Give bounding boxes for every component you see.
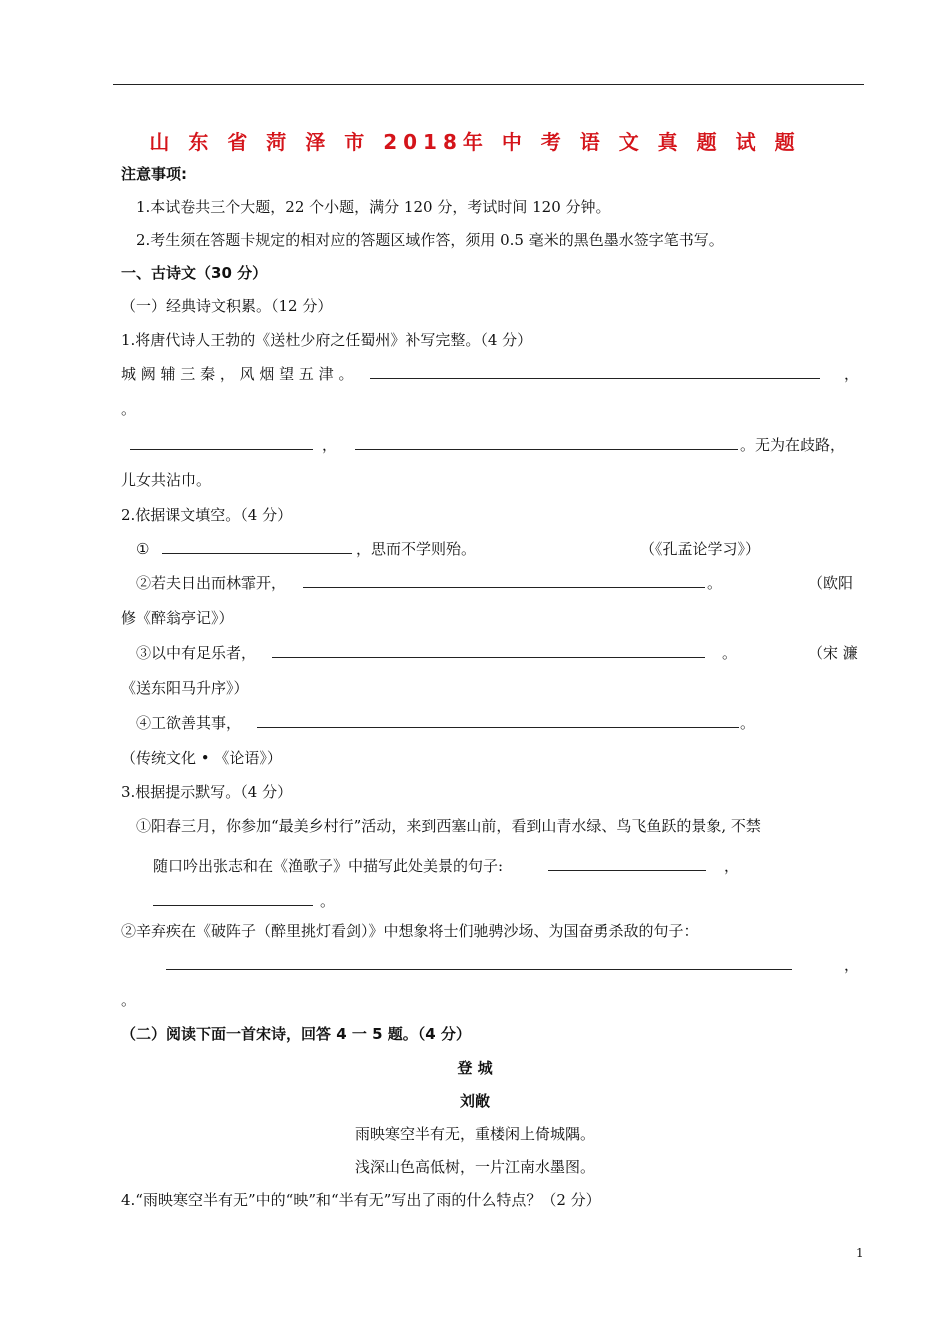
q1-line3: 儿女共沾巾。 <box>121 471 212 489</box>
q2-item3-source-wrap: 《送东阳马升序》） <box>121 679 249 697</box>
page-title: 山 东 省 菏 泽 市 2018年 中 考 语 文 真 题 试 题 <box>149 130 801 154</box>
q2-prompt: 2.依据课文填空。（4 分） <box>121 506 293 524</box>
q4-prompt: 4.“雨映寒空半有无”中的“映”和“半有无”写出了雨的什么特点？（2 分） <box>121 1191 601 1209</box>
notice-heading: 注意事项: <box>121 165 187 183</box>
poem-line-1: 雨映寒空半有无，重楼闲上倚城隅。 <box>354 1125 595 1143</box>
page-number: 1 <box>856 1246 864 1260</box>
q3-blank-1[interactable] <box>548 870 706 871</box>
q3-item2-wrap: 。 <box>121 991 137 1009</box>
q2-blank-2[interactable] <box>303 587 705 588</box>
q2-item1-num: ① <box>136 540 150 558</box>
subsection-1-heading: （一）经典诗文积累。（12 分） <box>121 297 333 315</box>
q1-line1-comma: ， <box>844 365 860 383</box>
q3-item1-end: 。 <box>320 892 336 910</box>
notice-item-2: 2.考生须在答题卡规定的相对应的答题区域作答，须用 0.5 毫米的黑色墨水签字笔书写。 <box>136 231 724 249</box>
q3-prompt: 3.根据提示默写。（4 分） <box>121 783 293 801</box>
section-1-heading: 一、古诗文（30 分） <box>121 264 268 282</box>
q2-item4-end: 。 <box>740 714 756 732</box>
subsection-2-heading: （二）阅读下面一首宋诗，回答 4 一 5 题。（4 分） <box>121 1025 471 1043</box>
q3-item1-line1: ①阳春三月，你参加“最美乡村行”活动，来到西塞山前，看到山青水绿、鸟飞鱼跃的景象, 不禁 <box>136 817 761 835</box>
q1-line1-text: 城 阙 辅 三 秦 ， 风 烟 望 五 津 。 <box>121 365 354 383</box>
q2-item4-text: ④工欲善其事， <box>136 714 242 732</box>
q2-item3-source: （宋 濂 <box>808 644 858 662</box>
q2-blank-1[interactable] <box>162 553 352 554</box>
poem-author: 刘敞 <box>459 1092 490 1110</box>
q1-blank-1[interactable] <box>370 378 820 379</box>
q1-blank-3[interactable] <box>355 449 738 450</box>
q2-item3-text: ③以中有足乐者， <box>136 644 257 662</box>
q2-blank-4[interactable] <box>257 727 739 728</box>
q1-line2-comma: ， <box>322 436 338 454</box>
q2-item4-source-wrap: （传统文化 • 《论语》） <box>121 749 282 767</box>
q2-item3-end: 。 <box>722 644 738 662</box>
poem-title: 登 城 <box>457 1059 493 1077</box>
q2-blank-3[interactable] <box>272 657 705 658</box>
q1-line1-wrap: 。 <box>121 400 137 418</box>
q2-item2-end: 。 <box>707 574 723 592</box>
q2-item1-text: ，思而不学则殆。 <box>356 540 477 558</box>
q3-item2-comma: ， <box>844 956 860 974</box>
q1-blank-2[interactable] <box>130 449 313 450</box>
q2-item2-source-wrap: 修《醉翁亭记》） <box>121 609 234 627</box>
q2-item2-text: ②若夫日出而林霏开， <box>136 574 287 592</box>
q3-item2-line1: ②辛弃疾在《破阵子（醉里挑灯看剑）》中想象将士们驰骋沙场、为国奋勇杀敌的句子： <box>121 922 699 940</box>
header-rule <box>113 84 864 85</box>
q3-blank-2[interactable] <box>153 905 313 906</box>
notice-item-1: 1.本试卷共三个大题，22 个小题，满分 120 分，考试时间 120 分钟。 <box>136 198 611 216</box>
q2-item1-source: （《孔孟论学习》） <box>640 540 761 558</box>
q3-blank-3[interactable] <box>166 969 792 970</box>
q1-prompt: 1.将唐代诗人王勃的《送杜少府之任蜀州》补写完整。（4 分） <box>121 331 533 349</box>
q1-line2-end: 。无为在歧路， <box>740 436 846 454</box>
q3-item1-comma: ， <box>724 857 740 875</box>
poem-line-2: 浅深山色高低树，一片江南水墨图。 <box>354 1158 595 1176</box>
q2-item2-source: （欧阳 <box>808 574 854 592</box>
q3-item1-line2: 随口吟出张志和在《渔歌子》中描写此处美景的句子: <box>153 857 504 875</box>
